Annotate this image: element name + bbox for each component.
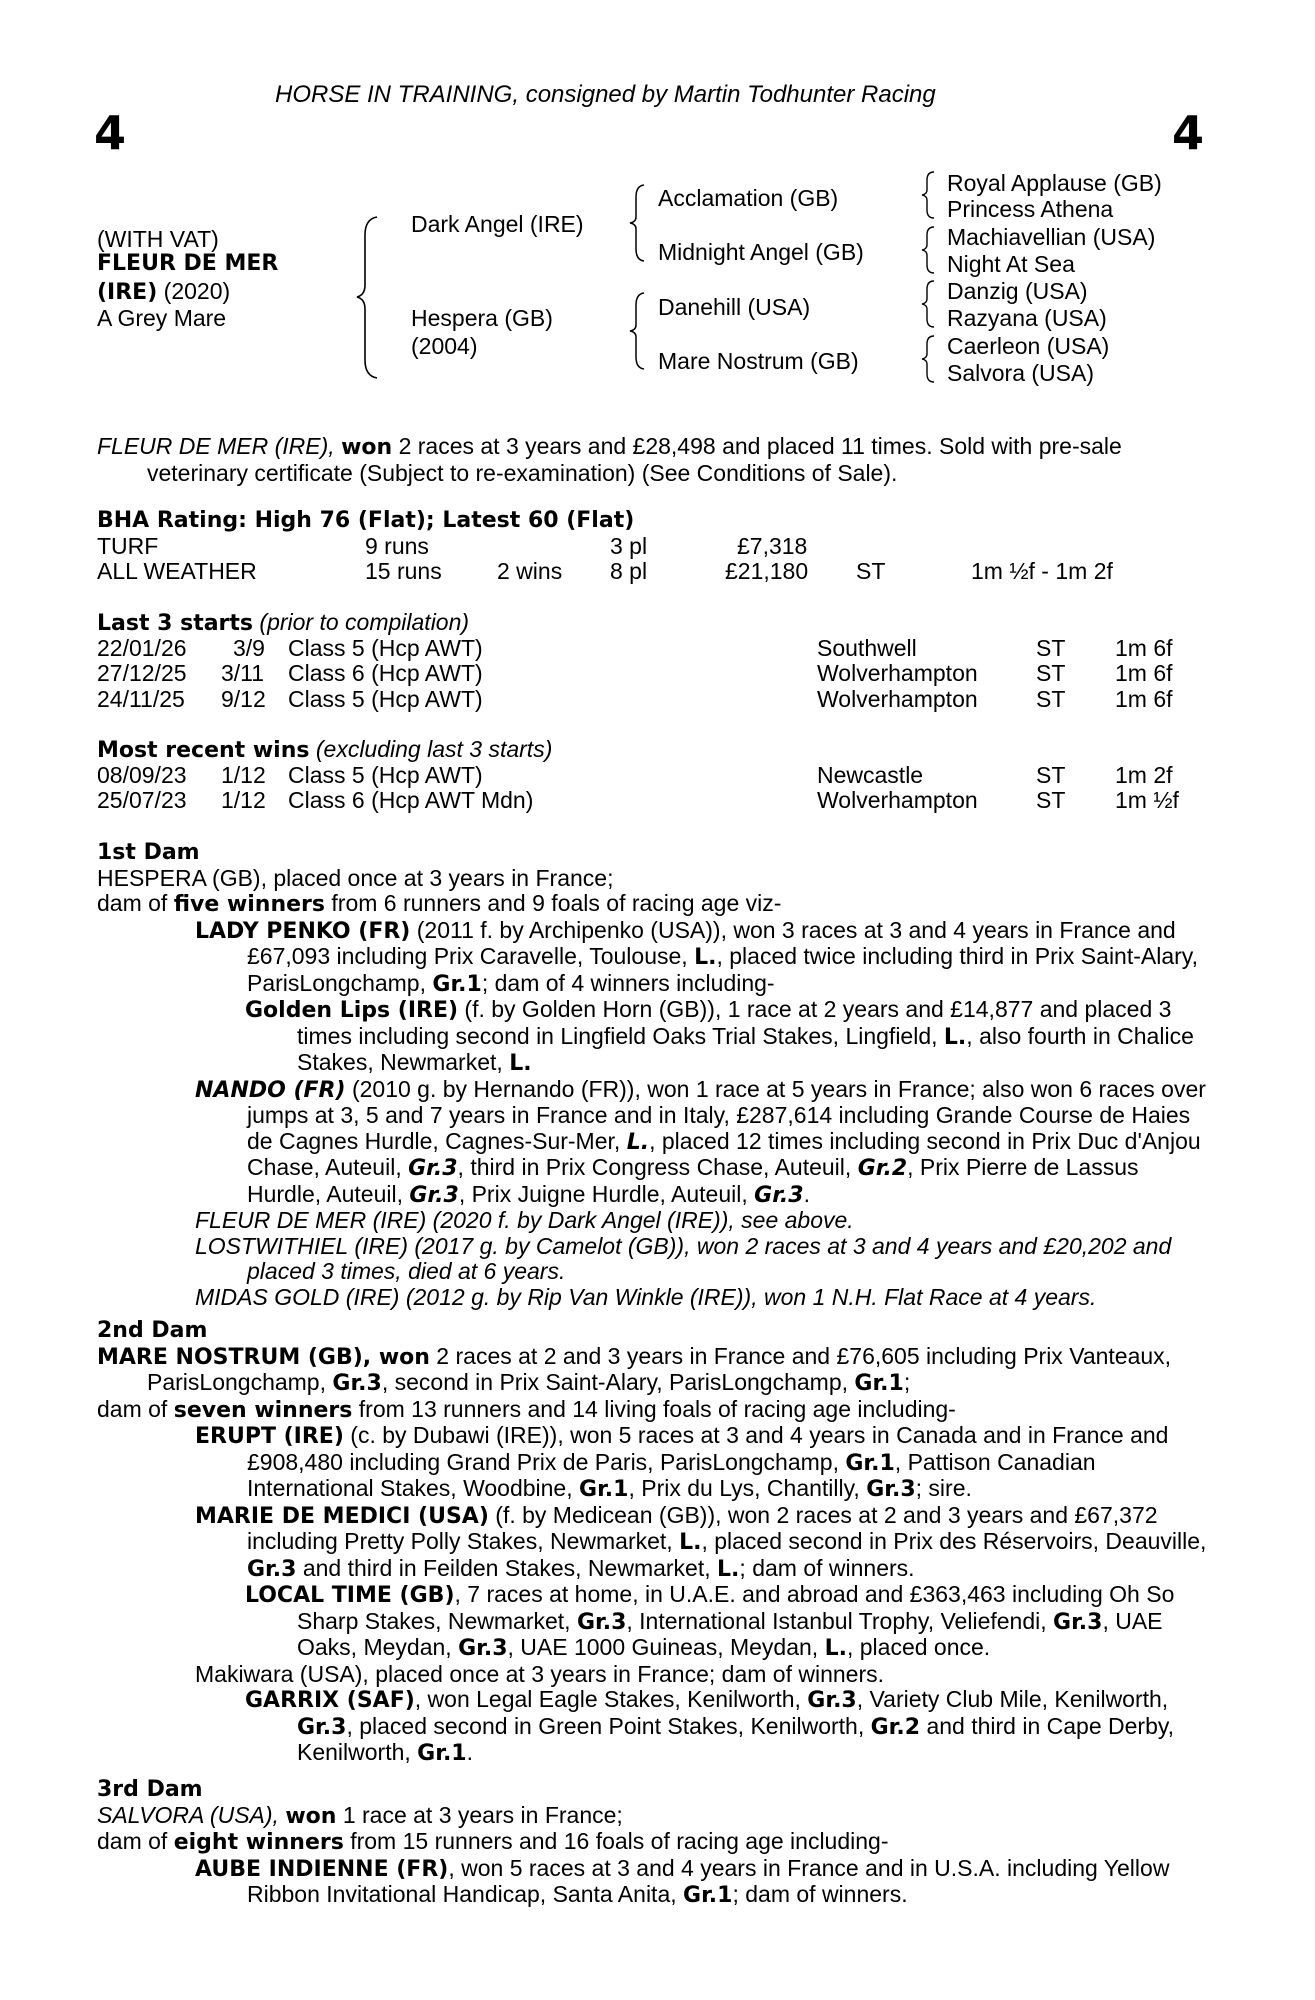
start-row: 24/11/25 9/12 Class 5 (Hcp AWT) Wolverhampton ST 1m 6f — [97, 685, 1173, 712]
consignment-line: HORSE IN TRAINING, consigned by Martin Todhunter Racing — [275, 81, 936, 108]
recent-heading: Most recent wins (excluding last 3 starts) — [97, 736, 553, 763]
third-dam-section: 3rd Dam SALVORA (USA), won 1 race at 3 years in France; dam of eight winners from 15 runners and 16 foals of racing age including- AUBE INDIENNE (FR), won 5 races at 3 and 4 years in France and in U.S.A. including Yellow Ribbon Invitational Handicap, Santa Anita, Gr.1; dam of winners. — [97, 1777, 1207, 1909]
produce-lady-penko: LADY PENKO (FR) (2011 f. by Archipenko (USA)), won 3 races at 3 and 4 years in France and £67,093 including Prix Caravelle, Toulouse, L., placed twice including third in Prix Saint-Alary, ParisLongchamp, Gr.1; dam of 4 winners including- — [195, 916, 1198, 997]
produce-makiwara: Makiwara (USA), placed once at 3 years in France; dam of winners. — [195, 1660, 885, 1687]
produce-midas-gold: MIDAS GOLD (IRE) (2012 g. by Rip Van Winkle (IRE)), won 1 N.H. Flat Race at 4 years. — [195, 1283, 1097, 1310]
produce-aube-indienne: AUBE INDIENNE (FR), won 5 races at 3 and 4 years in France and in U.S.A. including Yellow Ribbon Invitational Handicap, Santa Anita, Gr.1; dam of winners. — [195, 1854, 1170, 1908]
win-row: 08/09/23 1/12 Class 5 (Hcp AWT) Newcastle ST 1m 2f — [97, 761, 1173, 788]
gg-8: Salvora (USA) — [947, 360, 1094, 386]
race-summary: FLEUR DE MER (IRE), won 2 races at 3 years and £28,498 and placed 11 times. Sold with pre-sale veterinary certificate (Subject to re-examination) (See Conditions of Sale). — [97, 433, 1122, 486]
start-row: 22/01/26 3/9 Class 5 (Hcp AWT) Southwell ST 1m 6f — [97, 634, 1173, 661]
sire-sire: Acclamation (GB) — [658, 185, 839, 211]
produce-fleur-de-mer: FLEUR DE MER (IRE) (2020 f. by Dark Angel (IRE)), see above. — [195, 1207, 854, 1233]
sire-dam: Midnight Angel (GB) — [658, 239, 864, 265]
horse-description: A Grey Mare — [97, 305, 227, 331]
horse-name: FLEUR DE MER — [97, 251, 279, 276]
pedigree-brace-main — [355, 215, 385, 380]
produce-erupt: ERUPT (IRE) (c. by Dubawi (IRE)), won 5 races at 3 and 4 years in Canada and in France and £908,480 including Grand Prix de Paris, ParisLongchamp, Gr.1, Pattison Canadian International Stakes, Woodbine, Gr.1, Prix du Lys, Chantilly, Gr.3; sire. — [195, 1422, 1169, 1502]
horse-origin: (IRE) (2020) — [97, 278, 231, 305]
gg-2: Princess Athena — [947, 196, 1114, 222]
produce-marie-de-medici: MARIE DE MEDICI (USA) (f. by Medicean (GB)), won 2 races at 2 and 3 years and £67,372 including Pretty Polly Stakes, Newmarket, L., placed second in Prix des Réservoirs, Deauville, Gr.3 and third in Feilden Stakes, Newmarket, L.; dam of winners. — [195, 1501, 1207, 1582]
first-dam-heading: 1st Dam — [97, 840, 200, 865]
rating-row-turf: TURF 9 runs 3 pl £7,318 — [97, 532, 808, 559]
rating-heading: BHA Rating: High 76 (Flat); Latest 60 (Flat) — [97, 508, 635, 533]
most-recent-wins — [97, 737, 1207, 814]
start-row: 27/12/25 3/11 Class 6 (Hcp AWT) Wolverhampton ST 1m 6f — [97, 660, 1173, 686]
pedigree-brace-dam — [628, 291, 650, 371]
lot-number-right: 4 — [1172, 106, 1205, 160]
produce-lostwithiel: LOSTWITHIEL (IRE) (2017 g. by Camelot (GB)), won 2 races at 3 and 4 years and £20,202 and placed 3 times, died at 6 years. — [195, 1232, 1172, 1284]
dam-name: Hespera (GB) — [411, 305, 553, 331]
produce-nando: NANDO (FR) (2010 g. by Hernando (FR)), won 1 race at 5 years in France; also won 6 races over jumps at 3, 5 and 7 years in France and in Italy, £287,614 including Grande Course de Haies de Cagnes Hurdle, Cagnes-Sur-Mer, L., placed 12 times including second in Prix Duc d'Anjou Chase, Auteuil, Gr.3, third in Prix Congress Chase, Auteuil, Gr.2, Prix Pierre de Lassus Hurdle, Auteuil, Gr.3, Prix Juigne Hurdle, Auteuil, Gr.3. — [195, 1075, 1206, 1208]
gg-3: Machiavellian (USA) — [947, 224, 1156, 250]
last-3-heading: Last 3 starts (prior to compilation) — [97, 609, 470, 636]
dam-year: (2004) — [411, 333, 478, 359]
second-dam-section: 2nd Dam MARE NOSTRUM (GB), won 2 races at 2 and 3 years in France and £76,605 including Prix Vanteaux, ParisLongchamp, Gr.3, second in Prix Saint-Alary, ParisLongchamp, Gr.1; dam of seven winners from 13 runners and 14 living foals of racing age including- ERUPT (IRE) (c. by Dubawi (IRE)), won 5 races at 3 and 4 years in Canada and in France and £908,480 including Grand Prix de Paris, ParisLongchamp, Gr.1, Pattison Canadian International Stakes, Woodbine, Gr.1, Prix du Lys, Chantilly, Gr.3; sire. MARIE DE MEDICI (USA) (f. by Medicean (GB)), won 2 races at 2 and 3 years and £67,372 including Pretty Polly Stakes, Newmarket, L., placed second in Prix des Réservoirs, Deauville, Gr.3 and third in Feilden Stakes, Newmarket, L.; dam of winners. LOCAL TIME (GB), 7 races at home, in U.A.E. and abroad and £363,463 including Oh So Sharp Stakes, Newmarket, Gr.3, International Istanbul Trophy, Veliefendi, Gr.3, UAE Oaks, Meydan, Gr.3, UAE 1000 Guineas, Meydan, L., placed once. Makiwara (USA), placed once at 3 years in France; dam of winners. GARRIX (SAF), won Legal Eagle Stakes, Kenilworth, Gr.3, Variety Club Mile, Kenilworth, Gr.3, placed second in Green Point Stakes, Kenilworth, Gr.2 and third in Cape Derby, Kenilworth, Gr.1. — [97, 1318, 1207, 1766]
produce-garrix: GARRIX (SAF), won Legal Eagle Stakes, Kenilworth, Gr.3, Variety Club Mile, Kenilworth, Gr.3, placed second in Green Point Stakes, Kenilworth, Gr.2 and third in Cape Derby, Kenilworth, Gr.1. — [245, 1686, 1175, 1766]
sire-name: Dark Angel (IRE) — [411, 211, 584, 237]
first-dam-section: 1st Dam HESPERA (GB), placed once at 3 years in France; dam of five winners from 6 runners and 9 foals of racing age viz- LADY PENKO (FR) (2011 f. by Archipenko (USA)), won 3 races at 3 and 4 years in France and £67,093 including Prix Caravelle, Toulouse, L., placed twice including third in Prix Saint-Alary, ParisLongchamp, Gr.1; dam of 4 winners including- Golden Lips (IRE) (f. by Golden Horn (GB)), 1 race at 2 years and £14,877 and placed 3 times including second in Lingfield Oaks Trial Stakes, Lingfield, L., also fourth in Chalice Stakes, Newmarket, L. NANDO (FR) (2010 g. by Hernando (FR)), won 1 race at 5 years in France; also won 6 races over jumps at 3, 5 and 7 years in France and in Italy, £287,614 including Grande Course de Haies de Cagnes Hurdle, Cagnes-Sur-Mer, L., placed 12 times including second in Prix Duc d'Anjou Chase, Auteuil, Gr.3, third in Prix Congress Chase, Auteuil, Gr.2, Prix Pierre de Lassus Hurdle, Auteuil, Gr.3, Prix Juigne Hurdle, Auteuil, Gr.3. FLEUR DE MER (IRE) (2020 f. by Dark Angel (IRE)), see above. LOSTWITHIEL (IRE) (2017 g. by Camelot (GB)), won 2 races at 3 and 4 years and £20,202 and placed 3 times, died at 6 years. MIDAS GOLD (IRE) (2012 g. by Rip Van Winkle (IRE)), won 1 N.H. Flat Race at 4 years. — [97, 840, 1206, 1310]
pedigree-brace-g4 — [920, 334, 940, 384]
produce-golden-lips: Golden Lips (IRE) (f. by Golden Horn (GB)), 1 race at 2 years and £14,877 and placed 3 times including second in Lingfield Oaks Trial Stakes, Lingfield, L., also fourth in Chalice Stakes, Newmarket, L. — [245, 996, 1194, 1076]
gg-6: Razyana (USA) — [947, 305, 1107, 331]
pedigree-brace-g3 — [920, 279, 940, 329]
win-row: 25/07/23 1/12 Class 6 (Hcp AWT Mdn) Wolverhampton ST 1m ½f — [97, 787, 1179, 813]
rating-row-aw: ALL WEATHER 15 runs 2 wins 8 pl £21,180 ST 1m ½f - 1m 2f — [97, 558, 1113, 584]
dam-sire: Danehill (USA) — [658, 294, 811, 320]
gg-4: Night At Sea — [947, 251, 1075, 277]
pedigree-brace-g1 — [920, 170, 940, 220]
produce-local-time: LOCAL TIME (GB), 7 races at home, in U.A.E. and abroad and £363,463 including Oh So Sharp Stakes, Newmarket, Gr.3, International Istanbul Trophy, Veliefendi, Gr.3, UAE Oaks, Meydan, Gr.3, UAE 1000 Guineas, Meydan, L., placed once. — [245, 1581, 1175, 1661]
dam-dam: Mare Nostrum (GB) — [658, 348, 859, 374]
pedigree-brace-sire — [628, 183, 650, 263]
last-3-starts — [97, 610, 1207, 712]
vat-label: (WITH VAT) — [97, 226, 219, 252]
third-dam-heading: 3rd Dam — [97, 1777, 203, 1802]
lot-number-left: 4 — [94, 106, 127, 160]
gg-5: Danzig (USA) — [947, 278, 1088, 304]
rating-section — [97, 508, 1207, 585]
second-dam-heading: 2nd Dam — [97, 1318, 208, 1343]
gg-7: Caerleon (USA) — [947, 333, 1110, 359]
gg-1: Royal Applause (GB) — [947, 170, 1162, 196]
pedigree-brace-g2 — [920, 225, 940, 275]
